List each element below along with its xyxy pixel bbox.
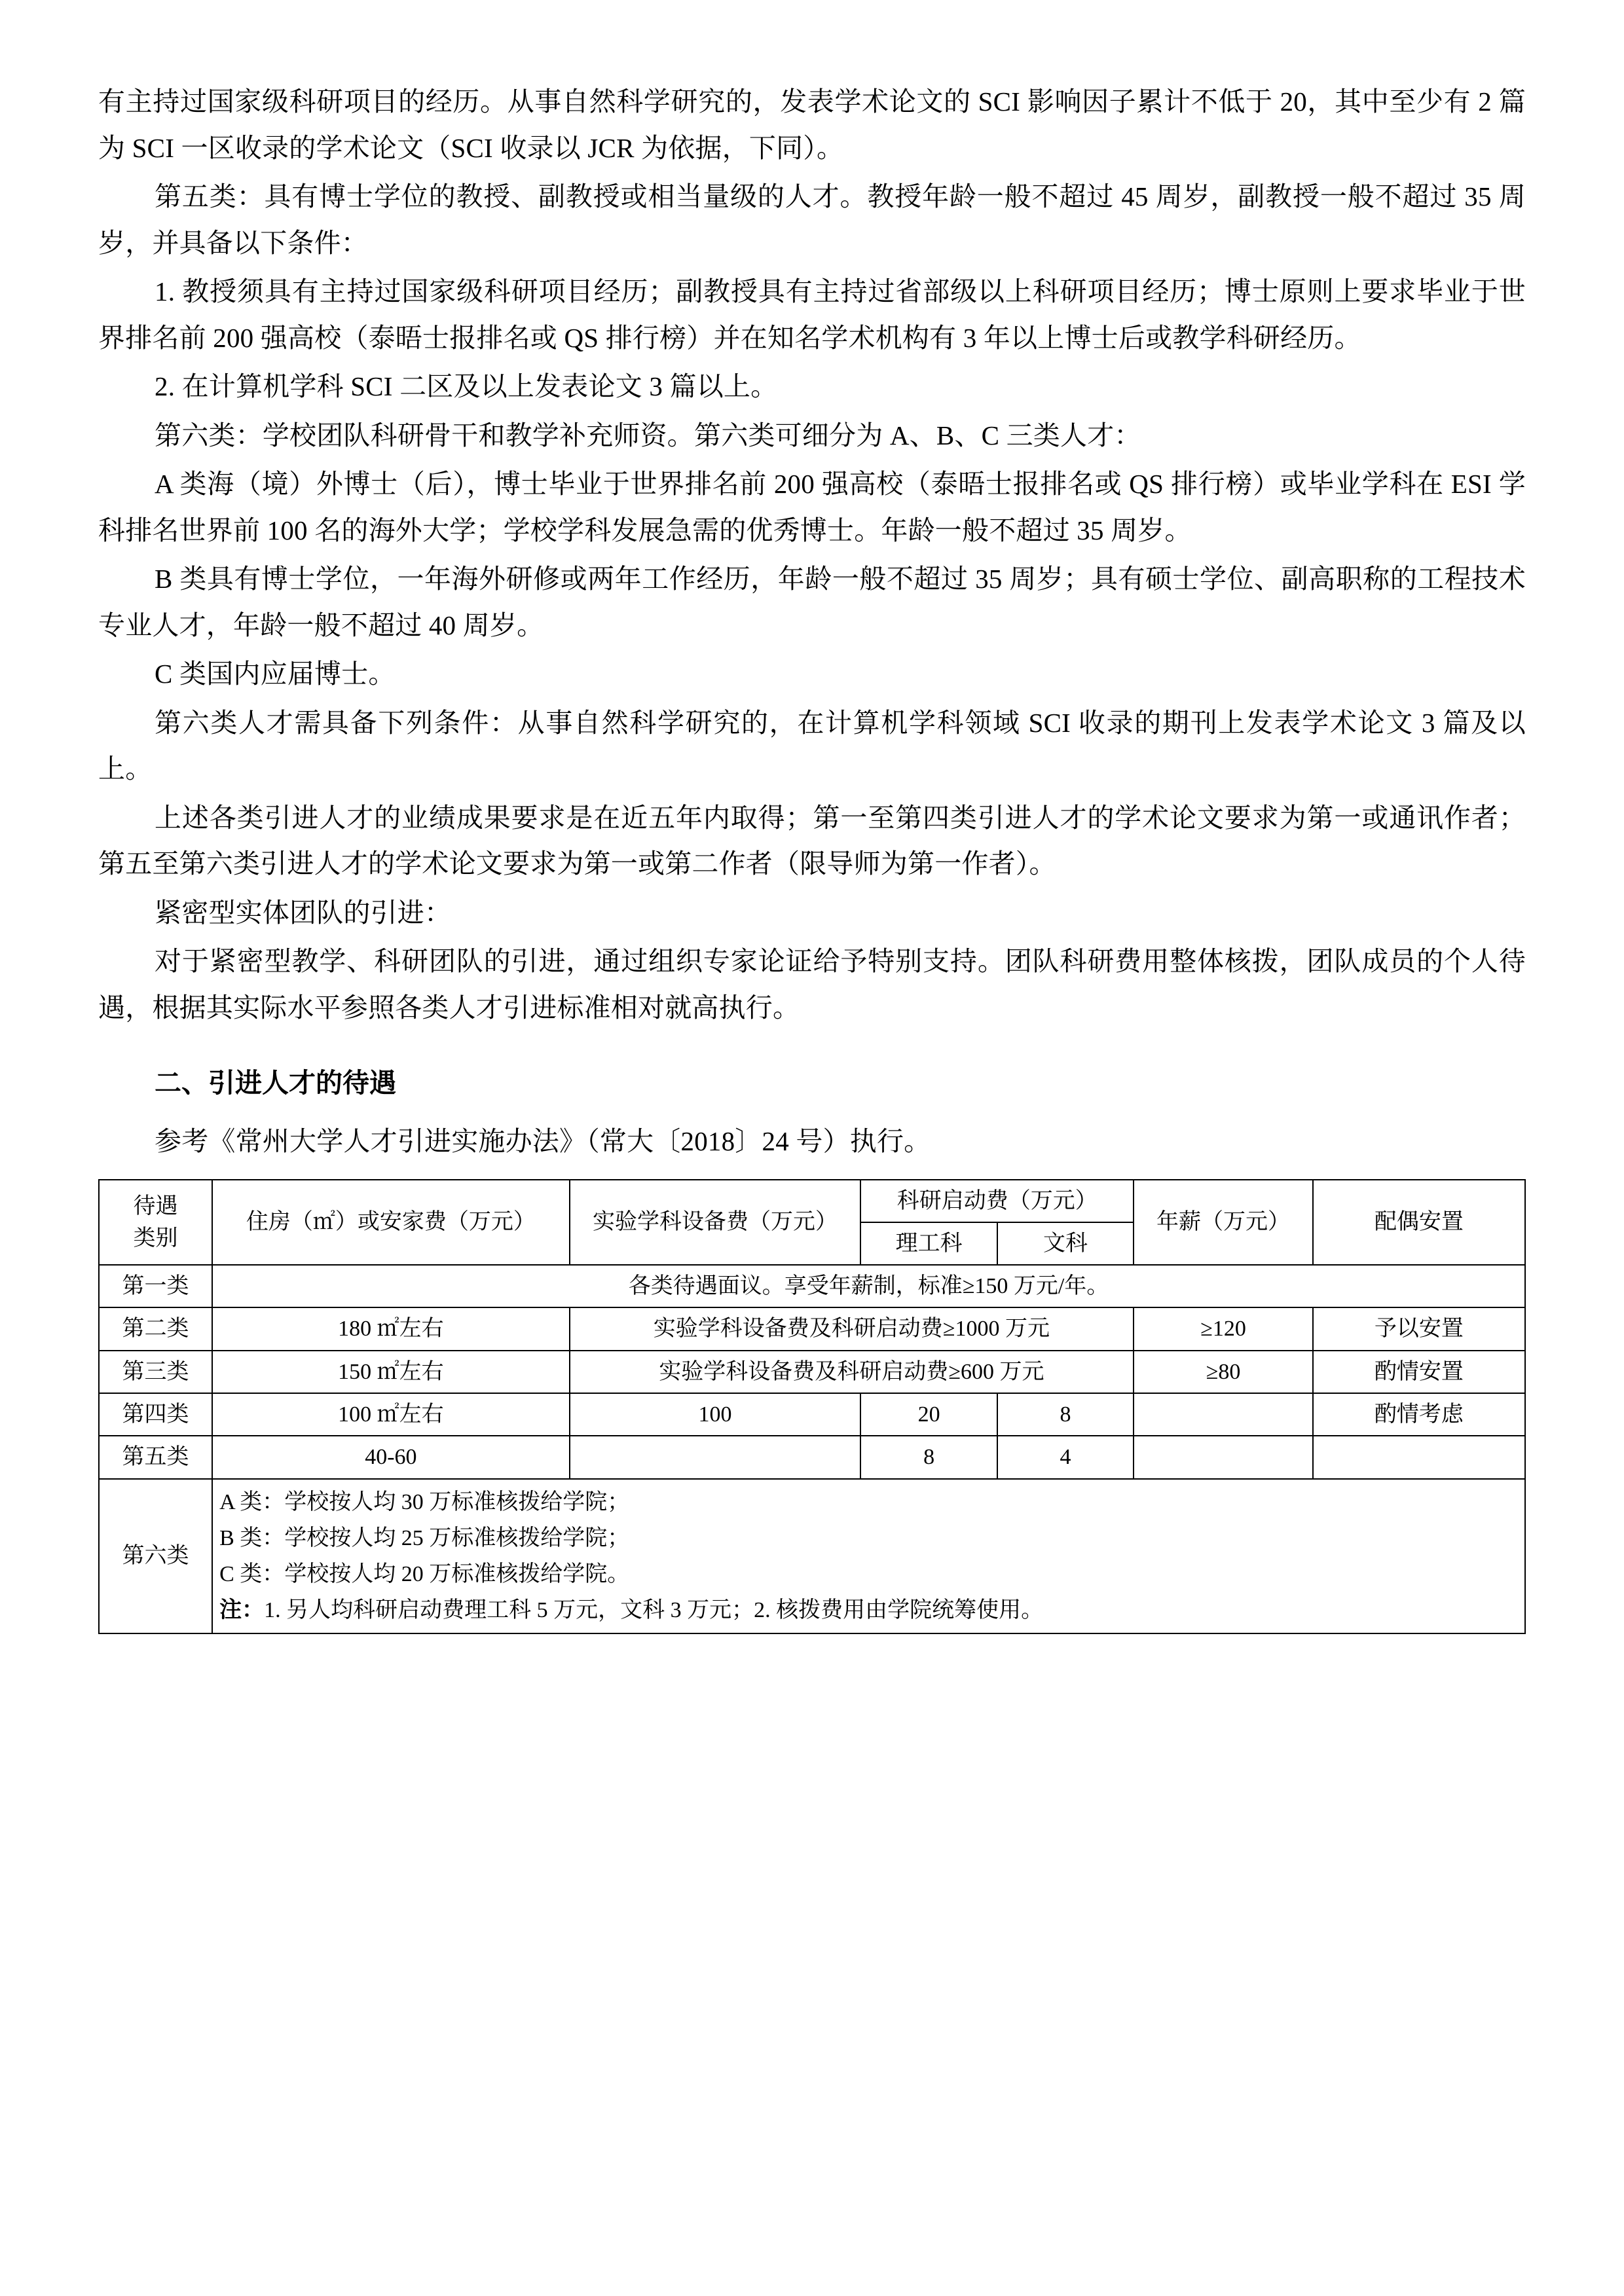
header-fund-science: 理工科 (860, 1222, 997, 1265)
header-equipment: 实验学科设备费（万元） (570, 1180, 861, 1266)
header-housing: 住房（㎡）或安家费（万元） (212, 1180, 570, 1266)
category-6-line-b: B 类：学校按人均 25 万标准核拨给学院； (219, 1525, 630, 1550)
row-equipment: 100 (570, 1393, 861, 1436)
table-row-category-6 (99, 1479, 1525, 1633)
table-row (99, 1307, 1525, 1350)
row-category: 第三类 (99, 1351, 212, 1393)
note-text: 1. 另人均科研启动费理工科 5 万元，文科 3 万元；2. 核拨费用由学院统筹使用。 (264, 1597, 1044, 1622)
row-salary (1134, 1436, 1313, 1478)
paragraph-category-6: 第六类：学校团队科研骨干和教学补充师资。第六类可细分为 A、B、C 三类人才： (155, 420, 1141, 450)
table-row (99, 1265, 1525, 1307)
row-housing: 180 ㎡左右 (212, 1307, 570, 1350)
header-salary: 年薪（万元） (1134, 1180, 1313, 1266)
header-category-line1: 待遇 (133, 1194, 178, 1218)
row-fund-arts: 4 (997, 1436, 1134, 1478)
table-row (99, 1393, 1525, 1436)
category-6-note (219, 1592, 1518, 1628)
row-spouse: 酌情考虑 (1313, 1393, 1525, 1436)
paragraph-team-title: 紧密型实体团队的引进： (155, 897, 452, 928)
note-label: 注： (219, 1597, 265, 1622)
header-category-line2: 类别 (133, 1226, 178, 1250)
table-row (99, 1436, 1525, 1478)
header-spouse: 配偶安置 (1313, 1180, 1525, 1266)
category-6-line-c: C 类：学校按人均 20 万标准核拨给学院。 (219, 1561, 630, 1586)
document-body (98, 79, 1526, 1634)
row-fund-arts: 8 (997, 1393, 1134, 1436)
row-spouse: 予以安置 (1313, 1307, 1525, 1350)
row-spouse: 酌情安置 (1313, 1351, 1525, 1393)
paragraph-category-5-item-1: 1. 教授须具有主持过国家级科研项目经历；副教授具有主持过省部级以上科研项目经历；博士原则上要求毕业于世界排名前 200 强高校（泰晤士报排名或 QS 排行榜）并在知名学术机构有 3 年以上博士后或教学科研经历。 (98, 276, 1526, 353)
row-salary (1134, 1393, 1313, 1436)
row-housing: 150 ㎡左右 (212, 1351, 570, 1393)
paragraph-category-5: 第五类：具有博士学位的教授、副教授或相当量级的人才。教授年龄一般不超过 45 周岁，副教授一般不超过 35 周岁，并具备以下条件： (98, 181, 1526, 258)
row-equipment-fund: 实验学科设备费及科研启动费≥600 万元 (570, 1351, 1134, 1393)
paragraph-category-6-c: C 类国内应届博士。 (155, 659, 396, 689)
row-housing: 40-60 (212, 1436, 570, 1478)
row-category-6-details (212, 1479, 1525, 1633)
header-fund-arts: 文科 (997, 1222, 1134, 1265)
row-fund-science: 20 (860, 1393, 997, 1436)
row-spouse (1313, 1436, 1525, 1478)
paragraph-team-body: 对于紧密型教学、科研团队的引进，通过组织专家论证给予特别支持。团队科研费用整体核拨，团队成员的个人待遇，根据其实际水平参照各类人才引进标准相对就高执行。 (98, 946, 1526, 1023)
category-6-line-a: A 类：学校按人均 30 万标准核拨给学院； (219, 1489, 630, 1514)
paragraph-achievement-note: 上述各类引进人才的业绩成果要求是在近五年内取得；第一至第四类引进人才的学术论文要求为第一或通讯作者；第五至第六类引进人才的学术论文要求为第一或第二作者（限导师为第一作者）。 (98, 802, 1526, 879)
row-salary: ≥120 (1134, 1307, 1313, 1350)
paragraph-category-6-requirements: 第六类人才需具备下列条件：从事自然科学研究的，在计算机学科领域 SCI 收录的期刊上发表学术论文 3 篇及以上。 (98, 707, 1526, 784)
row-fund-science: 8 (860, 1436, 997, 1478)
row-category: 第四类 (99, 1393, 212, 1436)
paragraph-category-6-b: B 类具有博士学位，一年海外研修或两年工作经历，年龄一般不超过 35 周岁；具有硕士学位、副高职称的工程技术专业人才，年龄一般不超过 40 周岁。 (98, 564, 1526, 640)
section-heading-benefits: 二、引进人才的待遇 (155, 1068, 396, 1099)
row-category: 第六类 (99, 1479, 212, 1633)
row-salary: ≥80 (1134, 1351, 1313, 1393)
row-housing: 100 ㎡左右 (212, 1393, 570, 1436)
benefits-table (98, 1179, 1526, 1634)
paragraph-reference: 参考《常州大学人才引进实施办法》（常大〔2018〕24 号）执行。 (155, 1126, 931, 1156)
row-category: 第二类 (99, 1307, 212, 1350)
row-category: 第五类 (99, 1436, 212, 1478)
table-header-row (99, 1180, 1525, 1222)
row-equipment (570, 1436, 861, 1478)
row-equipment-fund: 实验学科设备费及科研启动费≥1000 万元 (570, 1307, 1134, 1350)
paragraph-intro-continued: 有主持过国家级科研项目的经历。从事自然科学研究的，发表学术论文的 SCI 影响因子累计不低于 20，其中至少有 2 篇为 SCI 一区收录的学术论文（SCI 收录以 JCR 为依据，下同）。 (98, 86, 1526, 163)
table-row (99, 1351, 1525, 1393)
row-category: 第一类 (99, 1265, 212, 1307)
paragraph-category-5-item-2: 2. 在计算机学科 SCI 二区及以上发表论文 3 篇以上。 (155, 371, 778, 402)
header-category (99, 1180, 212, 1266)
header-research-fund: 科研启动费（万元） (860, 1180, 1134, 1222)
paragraph-category-6-a: A 类海（境）外博士（后），博士毕业于世界排名前 200 强高校（泰晤士报排名或 QS 排行榜）或毕业学科在 ESI 学科排名世界前 100 名的海外大学；学校学科发展急需的优秀博士。年龄一般不超过 35 周岁。 (98, 469, 1526, 545)
row-merged-text: 各类待遇面议。享受年薪制，标准≥150 万元/年。 (212, 1265, 1525, 1307)
